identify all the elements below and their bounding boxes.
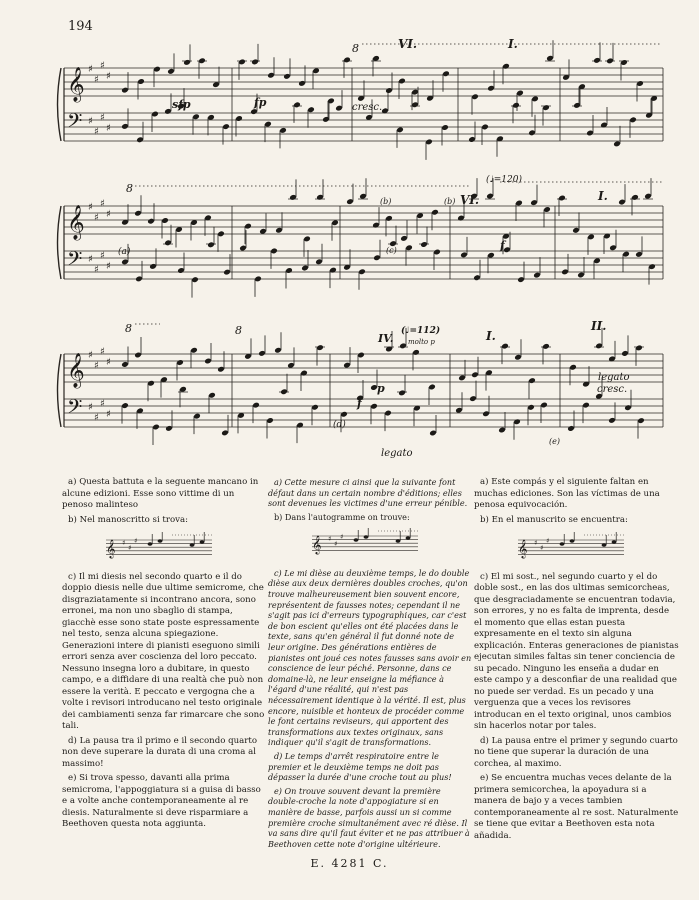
- score-mark: cresc.: [352, 102, 383, 113]
- note-es-e: e) Se encuentra muchas veces delante de la primera semicorchea, la apoyadura si a manera de bajo y a veces tambien contemporaneamente al re sost. Naturalmente se tiene que evitar a Beethoven esta nota añadida.: [474, 773, 679, 841]
- svg-text:♯: ♯: [94, 212, 99, 224]
- note-fr-a: a) Cette mesure ci ainsi que la suivante font défaut dans un certain nombre d'éditions; elles sont devenues les victimes d'une erreur pénible.: [268, 477, 468, 509]
- svg-text:𝄞: 𝄞: [67, 205, 85, 240]
- svg-text:♯: ♯: [122, 539, 126, 547]
- svg-text:♯: ♯: [100, 250, 105, 262]
- note-it-c: c) Il mi diesis nel secondo quarto e il do doppio diesis nelle due ultime semicrome, che disgraziatamente si incontrano ancora, sono erronei, ma non uno sbaglio di stampa, giacchè esse sono state poste espressamente nel testo, senza alcuna spiegazione. Generazioni intere di pianisti eseguono simili errori senza aver coscienza del loro peccato. Nessuno insegna loro a dubitare, in questo campo, e a diffidare di una realtà che può non essere la verità. E peccato e vergogna che a volte i revisori introducano nel testo originale dei cambiamenti senza far rimarcare che sono tali.: [62, 571, 265, 731]
- score-mark: VI.: [398, 37, 418, 51]
- note-fr-d: d) Le temps d'arrêt respiratoire entre le premier et le deuxième temps ne doit pas dépasser la durée d'une croche tout au plus!: [268, 750, 452, 783]
- notes-italian: [62, 477, 267, 834]
- svg-text:♯: ♯: [88, 402, 93, 413]
- svg-text:♯: ♯: [106, 409, 111, 420]
- svg-text:♯: ♯: [100, 60, 105, 72]
- score-mark: f: [357, 397, 362, 410]
- score-mark: I.: [486, 329, 496, 343]
- svg-text:♯: ♯: [94, 412, 99, 424]
- score-mark: (♩=112): [401, 326, 441, 336]
- score-mark: IV.: [378, 332, 394, 345]
- music-example-fr: [268, 528, 473, 558]
- svg-text:♯: ♯: [94, 126, 99, 138]
- score-mark: (a): [118, 247, 131, 257]
- score-mark: cresc.: [597, 384, 628, 395]
- note-it-e: e) Si trova spesso, davanti alla prima semicroma, l'appoggiatura si a guisa di basso e a volte anche contemporaneamente al re diesis. Naturalmente si deve risparmiare a Beethoven questa nota aggiunta.: [62, 773, 261, 829]
- svg-text:♯: ♯: [128, 544, 132, 552]
- svg-text:♯: ♯: [328, 535, 332, 544]
- score-mark: legato: [381, 448, 413, 459]
- svg-text:♯: ♯: [106, 123, 111, 134]
- svg-text:𝄞: 𝄞: [67, 67, 85, 102]
- svg-text:𝄢: 𝄢: [67, 395, 83, 423]
- svg-text:♯: ♯: [134, 537, 138, 545]
- score-mark: (c): [386, 246, 397, 255]
- svg-text:♯: ♯: [88, 116, 93, 127]
- svg-text:♯: ♯: [88, 202, 93, 213]
- svg-text:♯: ♯: [100, 346, 105, 358]
- svg-text:𝄞: 𝄞: [518, 539, 528, 558]
- note-fr-c: c) Le mi dièse au deuxième temps, le do double dièse aux deux dernières doubles croches, qu'on trouve malheureusement bien souvent encore, représentent de fausses notes; cependant il ne s'agit pas ici d'erreurs typographiques, car c'est de bon escient qu'elles ont été placées dans le texte, sans qu'en général il fut donné note de leur origine. Des générations entières de pianistes ont joué ces notes fausses sans avoir en conscience de leur péché. Personne, dans ce domaine-là, ne leur enseigne la méfiance à l'égard d'une réalité, qui n'est pas nécessairement identique à la vérité. Il est, plus encore, nuisible et honteux de procéder comme le font certains reviseurs, qui apportent des transformations aux textes originaux, sans indiquer qu'il s'agit de transformations.: [268, 567, 472, 748]
- note-es-d: d) La pausa entre el primer y segundo cuarto no tiene que superar la duración de una corchea, al maximo.: [474, 735, 678, 769]
- notes-french: [268, 477, 473, 852]
- score-mark: (e): [549, 437, 560, 446]
- svg-text:𝄞: 𝄞: [106, 539, 116, 558]
- score-mark: molto p: [408, 338, 435, 346]
- svg-text:♯: ♯: [106, 209, 111, 220]
- note-it-d: d) La pausa tra il primo e il secondo quarto non deve superare la durata di una croma al massimo!: [62, 735, 257, 769]
- svg-text:♯: ♯: [106, 71, 111, 82]
- svg-text:♯: ♯: [106, 357, 111, 368]
- music-example-it: [62, 532, 267, 562]
- music-example-es: [474, 532, 679, 562]
- score-mark: II.: [591, 319, 607, 333]
- svg-text:♯: ♯: [94, 74, 99, 86]
- score-mark: (d): [333, 420, 346, 430]
- page-number: 194: [68, 19, 93, 34]
- svg-text:♯: ♯: [334, 540, 338, 549]
- score-mark: sfp: [172, 98, 191, 111]
- score-mark: 8: [126, 182, 133, 195]
- note-it-b: b) Nel manoscritto si trova:: [68, 514, 189, 525]
- score-mark: VI.: [460, 193, 480, 207]
- note-fr-e: e) On trouve souvent devant la première double-croche la note d'appogiature si en manière de basse, parfois aussi un si comme première croche simultanément avec ré dièse. Il va sans dire qu'il faut éviter et ne pas attribuer à Beethoven cette note d'origine ultérieure.: [268, 785, 470, 849]
- svg-text:♯: ♯: [546, 537, 550, 545]
- svg-text:♯: ♯: [88, 64, 93, 75]
- note-es-b: b) En el manuscrito se encuentra:: [480, 514, 628, 525]
- note-es-c: c) El mi sost., nel segundo cuarto y el do doble sost., en las dos ultimas semicorcheas, que desgraciadamente se encuentran todavia, son errores, y no es falta de imprenta, desde el momento que ellas estan puesta expresamente en el texto sin alguna explicación. Enteras generaciones de pianistas ejecutan similes faltas sin tener conciencia de su pecado. Ninguno les enseña a dudar en este campo y a desconfiar de una realidad que no puede ser verdad. Es un pecado y una verguenza que a veces los revisores introducan en el texto original, unos cambios sin hacerlos notar por tales.: [474, 571, 679, 731]
- score-mark: 8: [235, 324, 242, 337]
- score-mark: I.: [508, 37, 518, 51]
- score-mark: (b): [444, 197, 456, 206]
- svg-text:♯: ♯: [100, 398, 105, 410]
- score-mark: f: [500, 239, 505, 252]
- svg-text:♯: ♯: [88, 254, 93, 265]
- svg-text:♯: ♯: [100, 112, 105, 124]
- svg-text:♯: ♯: [340, 533, 344, 542]
- score-mark: fp: [254, 96, 267, 109]
- score-mark: (♩=120): [486, 175, 522, 185]
- note-it-a: a) Questa battuta e la seguente mancano in alcune edizioni. Esse sono vittime di un penoso malinteso: [62, 477, 259, 510]
- svg-text:𝄞: 𝄞: [312, 535, 322, 555]
- svg-text:♯: ♯: [106, 261, 111, 272]
- plate-number: E. 4281 C.: [310, 857, 389, 870]
- svg-text:♯: ♯: [94, 264, 99, 276]
- notes-spanish: [474, 477, 679, 845]
- score-mark: (b): [380, 197, 392, 206]
- svg-text:♯: ♯: [534, 539, 538, 547]
- svg-text:𝄢: 𝄢: [67, 247, 83, 275]
- score-mark: I.: [598, 189, 608, 203]
- score-mark: 8: [352, 42, 359, 55]
- score-mark: p: [377, 382, 385, 395]
- note-es-a: a) Este compás y el siguiente faltan en muchas ediciones. Son las víctimas de una penosa equivocación.: [474, 477, 660, 510]
- svg-text:♯: ♯: [94, 360, 99, 372]
- svg-text:♯: ♯: [88, 350, 93, 361]
- score-mark: 8: [125, 322, 132, 335]
- svg-text:𝄞: 𝄞: [67, 353, 85, 388]
- note-fr-b: b) Dans l'autogramme on trouve:: [274, 511, 410, 522]
- svg-text:♯: ♯: [100, 198, 105, 210]
- score-mark: legato: [598, 372, 630, 383]
- svg-text:♯: ♯: [540, 544, 544, 552]
- svg-text:𝄢: 𝄢: [67, 109, 83, 137]
